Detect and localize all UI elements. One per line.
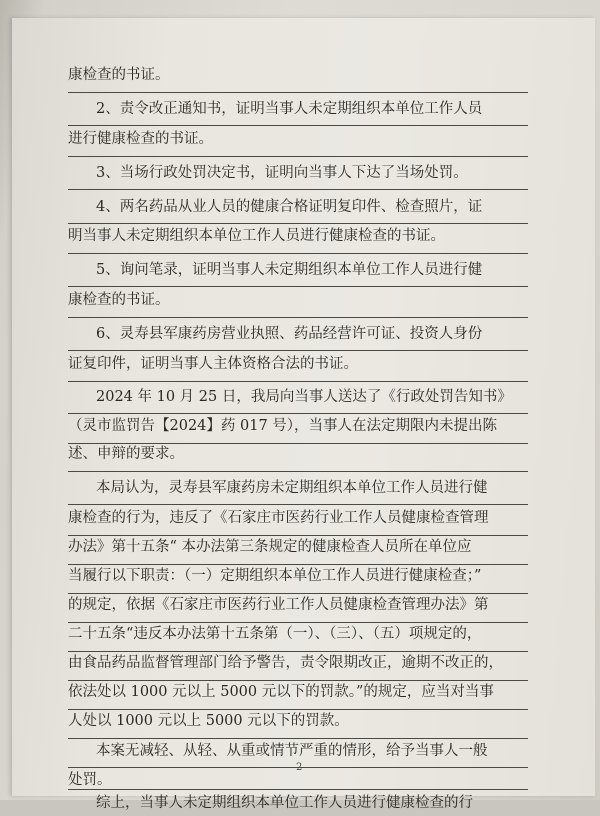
text-line: 办法》第十五条“ 本办法第三条规定的健康检查人员所在单位应 bbox=[68, 534, 528, 565]
text-line: 康检查的书证。 bbox=[68, 287, 528, 318]
text-line: （灵市监罚告【2024】药 017 号），当事人在法定期限内未提出陈 bbox=[68, 413, 528, 444]
text-line: 当履行以下职责：（一）定期组织本单位工作人员进行健康检查；” bbox=[68, 563, 528, 594]
text-line: 3、当场行政处罚决定书，证明向当事人下达了当场处罚。 bbox=[68, 160, 528, 190]
text-line: 2、责令改正通知书，证明当事人未定期组织本单位工作人员 bbox=[68, 96, 528, 126]
text-line: 本案无减轻、从轻、从重或情节严重的情形，给予当事人一般 bbox=[68, 738, 528, 768]
text-line: 2024 年 10 月 25 日，我局向当事人送达了《行政处罚告知书》 bbox=[68, 384, 528, 414]
text-line: 证复印件，证明当事人主体资格合法的书证。 bbox=[68, 351, 528, 382]
text-line: 由食品药品监督管理部门给予警告，责令限期改正，逾期不改正的， bbox=[68, 650, 528, 681]
text-line: 本局认为，灵寿县军康药房未定期组织本单位工作人员进行健 bbox=[68, 475, 528, 505]
text-line: 明当事人未定期组织本单位工作人员进行健康检查的书证。 bbox=[68, 223, 528, 254]
text-line: 康检查的行为，违反了《石家庄市医药行业工作人员健康检查管理 bbox=[68, 505, 528, 536]
text-line: 进行健康检查的书证。 bbox=[68, 126, 528, 157]
text-line: 康检查的书证。 bbox=[68, 62, 528, 93]
text-line: 述、申辩的要求。 bbox=[68, 441, 528, 472]
text-line: 处罚。 bbox=[68, 767, 528, 790]
page-number: 2 bbox=[296, 762, 303, 773]
text-line: 的规定，依据《石家庄市医药行业工作人员健康检查管理办法》第 bbox=[68, 592, 528, 623]
text-line: 5、询问笔录，证明当事人未定期组织本单位工作人员进行健 bbox=[68, 257, 528, 287]
text-line: 6、灵寿县军康药房营业执照、药品经营许可证、投资人身份 bbox=[68, 321, 528, 351]
text-line: 依法处以 1000 元以上 5000 元以下的罚款。”的规定，应当对当事 bbox=[68, 679, 528, 710]
text-line: 综上，当事人未定期组织本单位工作人员进行健康检查的行 bbox=[96, 795, 473, 811]
text-line: 4、两名药品从业人员的健康合格证明复印件、检查照片，证 bbox=[68, 194, 528, 224]
text-line: 二十五条“违反本办法第十五条第（一）、（三）、（五）项规定的， bbox=[68, 621, 528, 652]
text-line: 人处以 1000 元以上 5000 元以下的罚款。 bbox=[68, 708, 528, 739]
